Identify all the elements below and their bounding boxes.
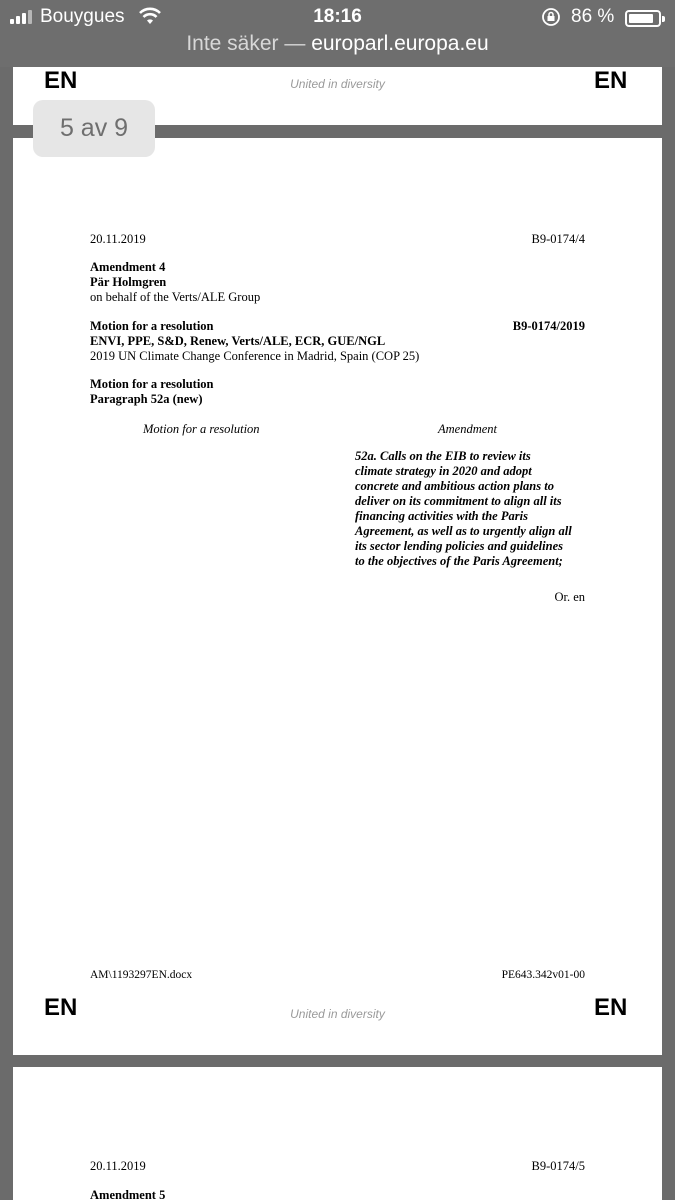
- amendment-line: financing activities with the Paris: [355, 509, 528, 523]
- lang-code-right: EN: [594, 67, 628, 94]
- motion-label: Motion for a resolution: [90, 319, 214, 333]
- amendment-line: concrete and ambitious action plans to: [355, 479, 554, 493]
- footer-pe-number: PE643.342v01-00: [501, 969, 585, 981]
- column-header-left: Motion for a resolution: [143, 422, 260, 436]
- amendment-line: deliver on its commitment to align all its: [355, 494, 562, 508]
- doc-date: 20.11.2019: [90, 232, 146, 246]
- amendment-line: to the objectives of the Paris Agreement;: [355, 554, 563, 568]
- groups: ENVI, PPE, S&D, Renew, Verts/ALE, ECR, GUE/NGL: [90, 334, 386, 348]
- pdf-page-current: [13, 138, 662, 1055]
- amendment-author: Pär Holmgren: [90, 275, 167, 289]
- url-bar[interactable]: [0, 32, 675, 56]
- next-doc-date: 20.11.2019: [90, 1159, 146, 1173]
- doc-ref: B9-0174/4: [531, 232, 585, 246]
- clock: 18:16: [313, 6, 362, 27]
- column-header-right: Amendment: [438, 422, 498, 436]
- pdf-page-next: [13, 1067, 662, 1200]
- page-indicator: 5 av 9: [33, 100, 155, 157]
- lang-code-right: EN: [594, 994, 628, 1021]
- motion-ref: B9-0174/2019: [512, 319, 585, 333]
- carrier-name: Bouygues: [40, 6, 125, 27]
- status-bar: [0, 4, 675, 30]
- amendment-title: Amendment 4: [90, 260, 166, 274]
- next-doc-ref: B9-0174/5: [531, 1159, 585, 1173]
- amendment-line: its sector lending policies and guidelines: [355, 539, 563, 553]
- browser-top-bar: [0, 0, 675, 67]
- subject: 2019 UN Climate Change Conference in Madrid, Spain (COP 25): [90, 349, 420, 363]
- rotation-lock-icon: [541, 7, 561, 27]
- url-domain: europarl.europa.eu: [311, 32, 489, 55]
- amendment-line: climate strategy in 2020 and adopt: [355, 464, 532, 478]
- lang-code-left: EN: [44, 67, 78, 94]
- amendment-line: 52a. Calls on the EIB to review its: [355, 449, 531, 463]
- battery-icon: [625, 10, 661, 27]
- original-language: Or. en: [554, 590, 585, 604]
- amendment-text: [355, 449, 595, 569]
- battery-percent: 86 %: [571, 6, 615, 27]
- lang-code-left: EN: [44, 994, 78, 1021]
- security-label: Inte säker —: [186, 32, 312, 55]
- motto: United in diversity: [290, 1007, 385, 1021]
- footer-filename: AM\1193297EN.docx: [90, 969, 193, 981]
- motto: United in diversity: [290, 77, 385, 91]
- on-behalf: on behalf of the Verts/ALE Group: [90, 290, 261, 304]
- amendment-line: Agreement, as well as to urgently align all: [355, 524, 572, 538]
- paragraph-ref: Paragraph 52a (new): [90, 392, 203, 406]
- motion-label-2: Motion for a resolution: [90, 377, 214, 391]
- next-amendment-title: Amendment 5: [90, 1188, 166, 1200]
